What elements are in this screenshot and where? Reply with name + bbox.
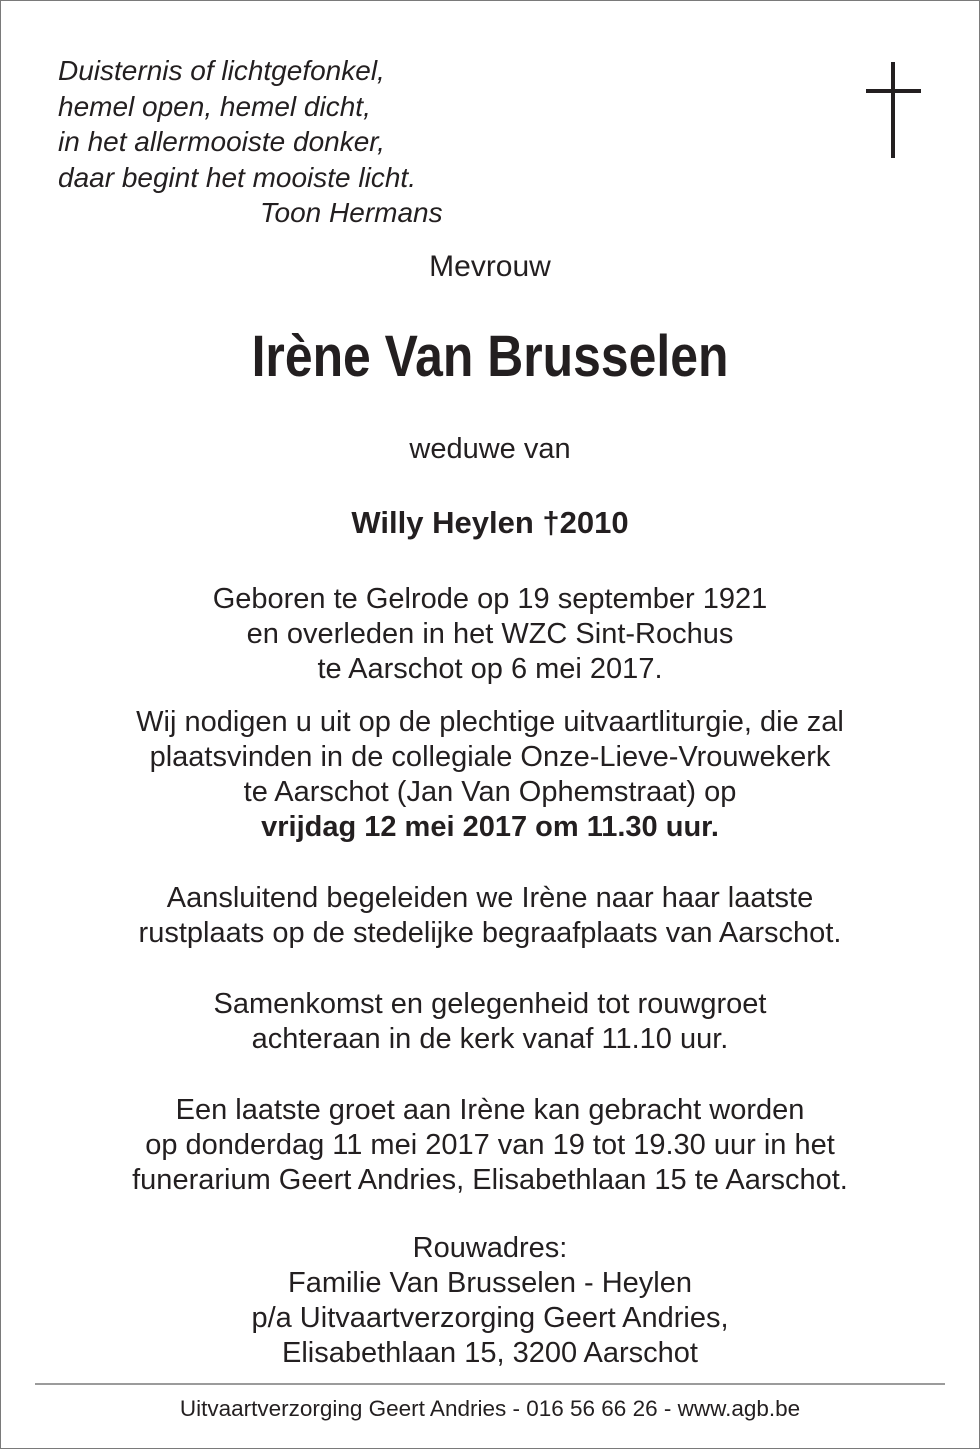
salutation: Mevrouw bbox=[429, 250, 551, 283]
text-line: Familie Van Brusselen - Heylen bbox=[287, 1267, 693, 1299]
deceased-name-wrap bbox=[0, 323, 980, 390]
text-line: op donderdag 11 mei 2017 van 19 tot 19.30 uur in het bbox=[145, 1129, 835, 1161]
text-line: plaatsvinden in de collegiale Onze-Lieve-Vrouwekerk bbox=[149, 741, 831, 773]
burial-text bbox=[0, 881, 980, 951]
birth-death-text bbox=[0, 582, 980, 687]
spouse-name: Willy Heylen †2010 bbox=[351, 505, 629, 540]
mourning-address-label: Rouwadres: bbox=[412, 1232, 568, 1264]
poem-author: Toon Hermans bbox=[260, 197, 443, 228]
invitation-text bbox=[0, 705, 980, 845]
text-line: Geboren te Gelrode op 19 september 1921 bbox=[212, 583, 768, 615]
poem-line: Duisternis of lichtgefonkel, bbox=[58, 55, 385, 86]
text-line: rustplaats op de stedelijke begraafplaats van Aarschot. bbox=[138, 917, 842, 949]
gathering-text bbox=[0, 987, 980, 1057]
text-line: funerarium Geert Andries, Elisabethlaan 15 te Aarschot. bbox=[132, 1164, 848, 1196]
text-line: te Aarschot op 6 mei 2017. bbox=[317, 653, 663, 685]
footer-divider bbox=[35, 1383, 945, 1385]
text-line: Samenkomst en gelegenheid tot rouwgroet bbox=[213, 988, 767, 1020]
text-line: Aansluitend begeleiden we Irène naar haar laatste bbox=[166, 882, 814, 914]
poem bbox=[58, 53, 578, 231]
footer-contact: Uitvaartverzorging Geert Andries - 016 56 66 26 - www.agb.be bbox=[179, 1396, 801, 1421]
text-line: Een laatste groet aan Irène kan gebracht worden bbox=[175, 1094, 805, 1126]
text-line: te Aarschot (Jan Van Ophemstraat) op bbox=[243, 776, 737, 808]
poem-line: hemel open, hemel dicht, bbox=[58, 90, 371, 122]
text-line: Elisabethlaan 15, 3200 Aarschot bbox=[282, 1337, 698, 1369]
text-line: en overleden in het WZC Sint-Rochus bbox=[246, 618, 734, 650]
text-line: achteraan in de kerk vanaf 11.10 uur. bbox=[251, 1023, 729, 1055]
mourning-address bbox=[0, 1231, 980, 1371]
poem-line: daar begint het mooiste licht. bbox=[58, 161, 416, 193]
relation: weduwe van bbox=[409, 433, 571, 465]
text-line: Wij nodigen u uit op de plechtige uitvaartliturgie, die zal bbox=[136, 706, 844, 738]
farewell-text bbox=[0, 1093, 980, 1198]
service-datetime: vrijdag 12 mei 2017 om 11.30 uur. bbox=[261, 811, 719, 843]
deceased-name: Irène Van Brusselen bbox=[251, 324, 729, 389]
poem-line: in het allermooiste donker, bbox=[58, 126, 385, 157]
text-line: p/a Uitvaartverzorging Geert Andries, bbox=[251, 1302, 729, 1334]
latin-cross-icon bbox=[863, 62, 923, 160]
